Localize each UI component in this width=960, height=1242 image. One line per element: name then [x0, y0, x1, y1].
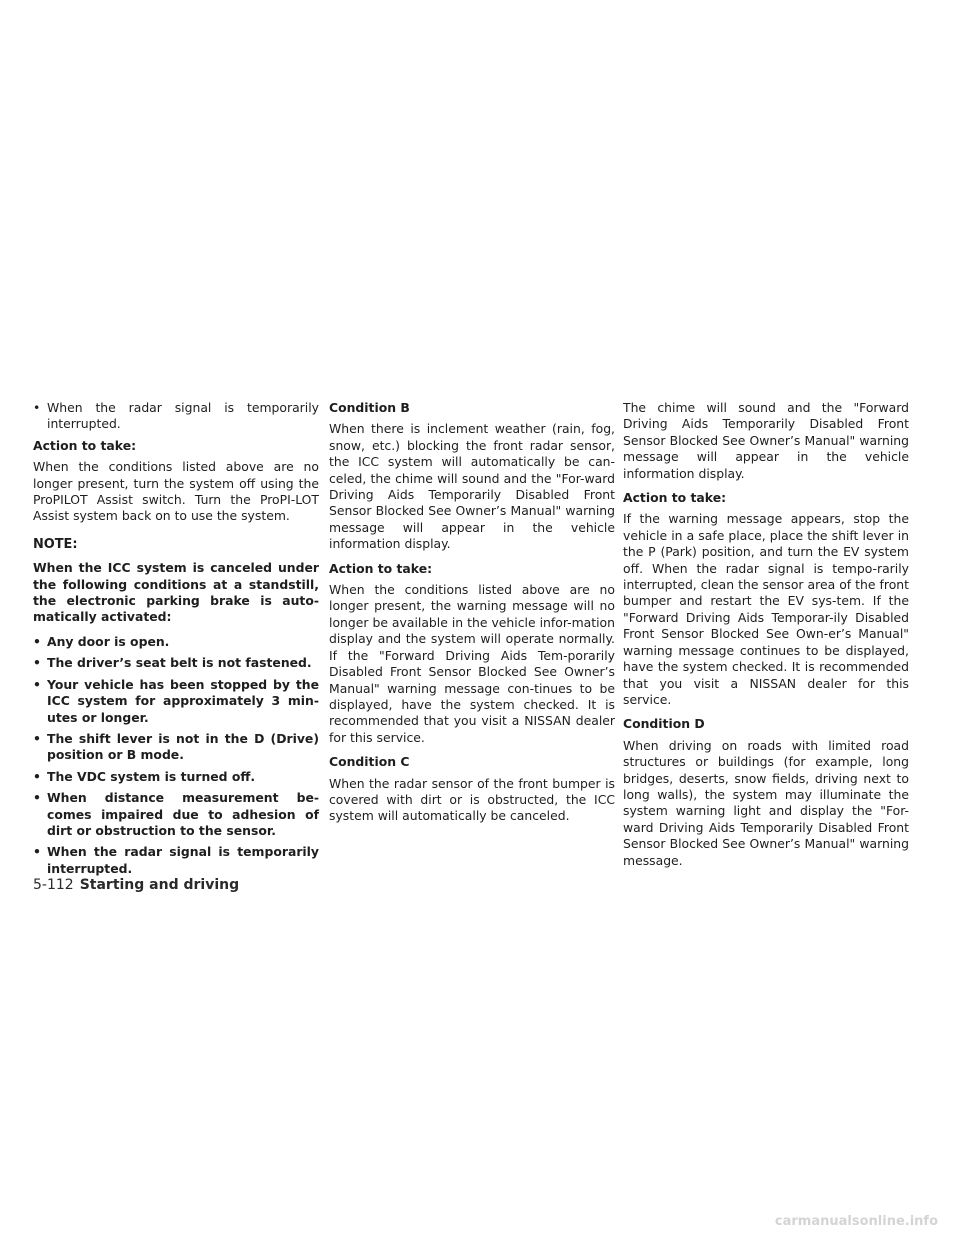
note-item	[33, 844, 319, 877]
note-intro: When the ICC system is canceled under the following conditions at a standstill, the electronic parking brake is auto-matically activated:	[33, 560, 319, 625]
condition-b-heading: Condition B	[329, 400, 410, 415]
condition-c-heading: Condition C	[329, 754, 410, 770]
column-left	[33, 400, 319, 882]
action-paragraph: When the conditions listed above are no longer present, turn the system off using the ProPILOT Assist switch. Turn the ProPI-LOT Assist system back on to use the system.	[33, 459, 319, 524]
bullet-dot: •	[33, 655, 41, 671]
note-item	[33, 769, 319, 785]
note-heading: NOTE:	[33, 536, 78, 552]
note-item-text: When distance measurement be-comes impaired due to adhesion of dirt or obstruction to the sensor.	[47, 790, 319, 838]
action-heading: Action to take:	[623, 490, 727, 506]
note-item-text: Your vehicle has been stopped by the ICC system for approximately 3 min-utes or longer.	[47, 676, 319, 725]
column-middle	[329, 400, 615, 833]
action-paragraph: If the warning message appears, stop the vehicle in a safe place, place the shift lever in the P (Park) position, and turn the EV system off. When the radar signal is tempo-rarily interrupted, clean the sensor area of the front bumper and restart the EV sys-tem. If the "Forward Driving Aids Temporar-ily Disabled Front Sensor Blocked See Own-er’s Manual" warning message continues to be displayed, have the system checked. It is recommended that you visit a NISSAN dealer for this service.	[623, 511, 909, 707]
page-footer	[33, 877, 239, 893]
action-paragraph: When the conditions listed above are no longer present, the warning message will no longer be available in the vehicle infor-mation display and the system will operate normally. If the "Forward Driving Aids Tem-porarily Disabled Front Sensor Blocked See Owner’s Manual" warning message con-tinues to be displayed, have the system checked. It is recommended that you visit a NISSAN dealer for this service.	[329, 582, 615, 745]
bullet-dot: •	[33, 844, 41, 860]
chime-paragraph: The chime will sound and the "Forward Driving Aids Temporarily Disabled Front Sensor Blocked See Owner’s Manual" warning message will appear in the vehicle information display.	[623, 400, 909, 481]
note-item	[33, 634, 319, 650]
condition-d-paragraph: When driving on roads with limited road structures or buildings (for example, long bridges, deserts, snow fields, driving next to long walls), the system may illuminate the system warning light and display the "For-ward Driving Aids Temporarily Disabled Front Sensor Blocked See Owner’s Manual" warning message.	[623, 737, 909, 868]
note-item-text: Any door is open.	[47, 633, 170, 649]
note-item-text: The driver’s seat belt is not fastened.	[47, 655, 312, 671]
note-item	[33, 790, 319, 839]
bullet-dot: •	[33, 633, 41, 649]
note-item-text: The shift lever is not in the D (Drive) position or B mode.	[47, 730, 319, 763]
section-title: Starting and driving	[79, 877, 240, 893]
bullet-dot: •	[33, 790, 41, 806]
watermark: carmanualsonline.info	[774, 1214, 938, 1229]
note-item	[33, 677, 319, 726]
bullet-item	[33, 400, 319, 433]
bullet-text: When the radar signal is temporarily interrupted.	[47, 400, 319, 432]
note-item-text: The VDC system is turned off.	[47, 768, 256, 784]
condition-c-paragraph: When the radar sensor of the front bumper is covered with dirt or is obstructed, the ICC system will automatically be canceled.	[329, 775, 615, 824]
note-item	[33, 655, 319, 671]
bullet-dot: •	[33, 730, 41, 746]
action-heading: Action to take:	[33, 437, 137, 453]
condition-b-paragraph: When there is inclement weather (rain, fog, snow, etc.) blocking the front radar sensor, the ICC system will automatically be can-celed, the chime will sound and the "For-ward Driving Aids Temporarily Disabled Front Sensor Blocked See Owner’s Manual" warning message will appear in the vehicle information display.	[329, 421, 615, 552]
note-item-text: When the radar signal is temporarily interrupted.	[47, 844, 319, 876]
bullet-dot: •	[33, 676, 41, 692]
bullet-dot: •	[33, 400, 41, 415]
note-item	[33, 731, 319, 764]
bullet-dot: •	[33, 768, 41, 784]
condition-d-heading: Condition D	[623, 716, 705, 732]
column-right	[623, 400, 909, 877]
page-number: 5-112	[33, 877, 74, 893]
action-heading: Action to take:	[329, 560, 433, 576]
